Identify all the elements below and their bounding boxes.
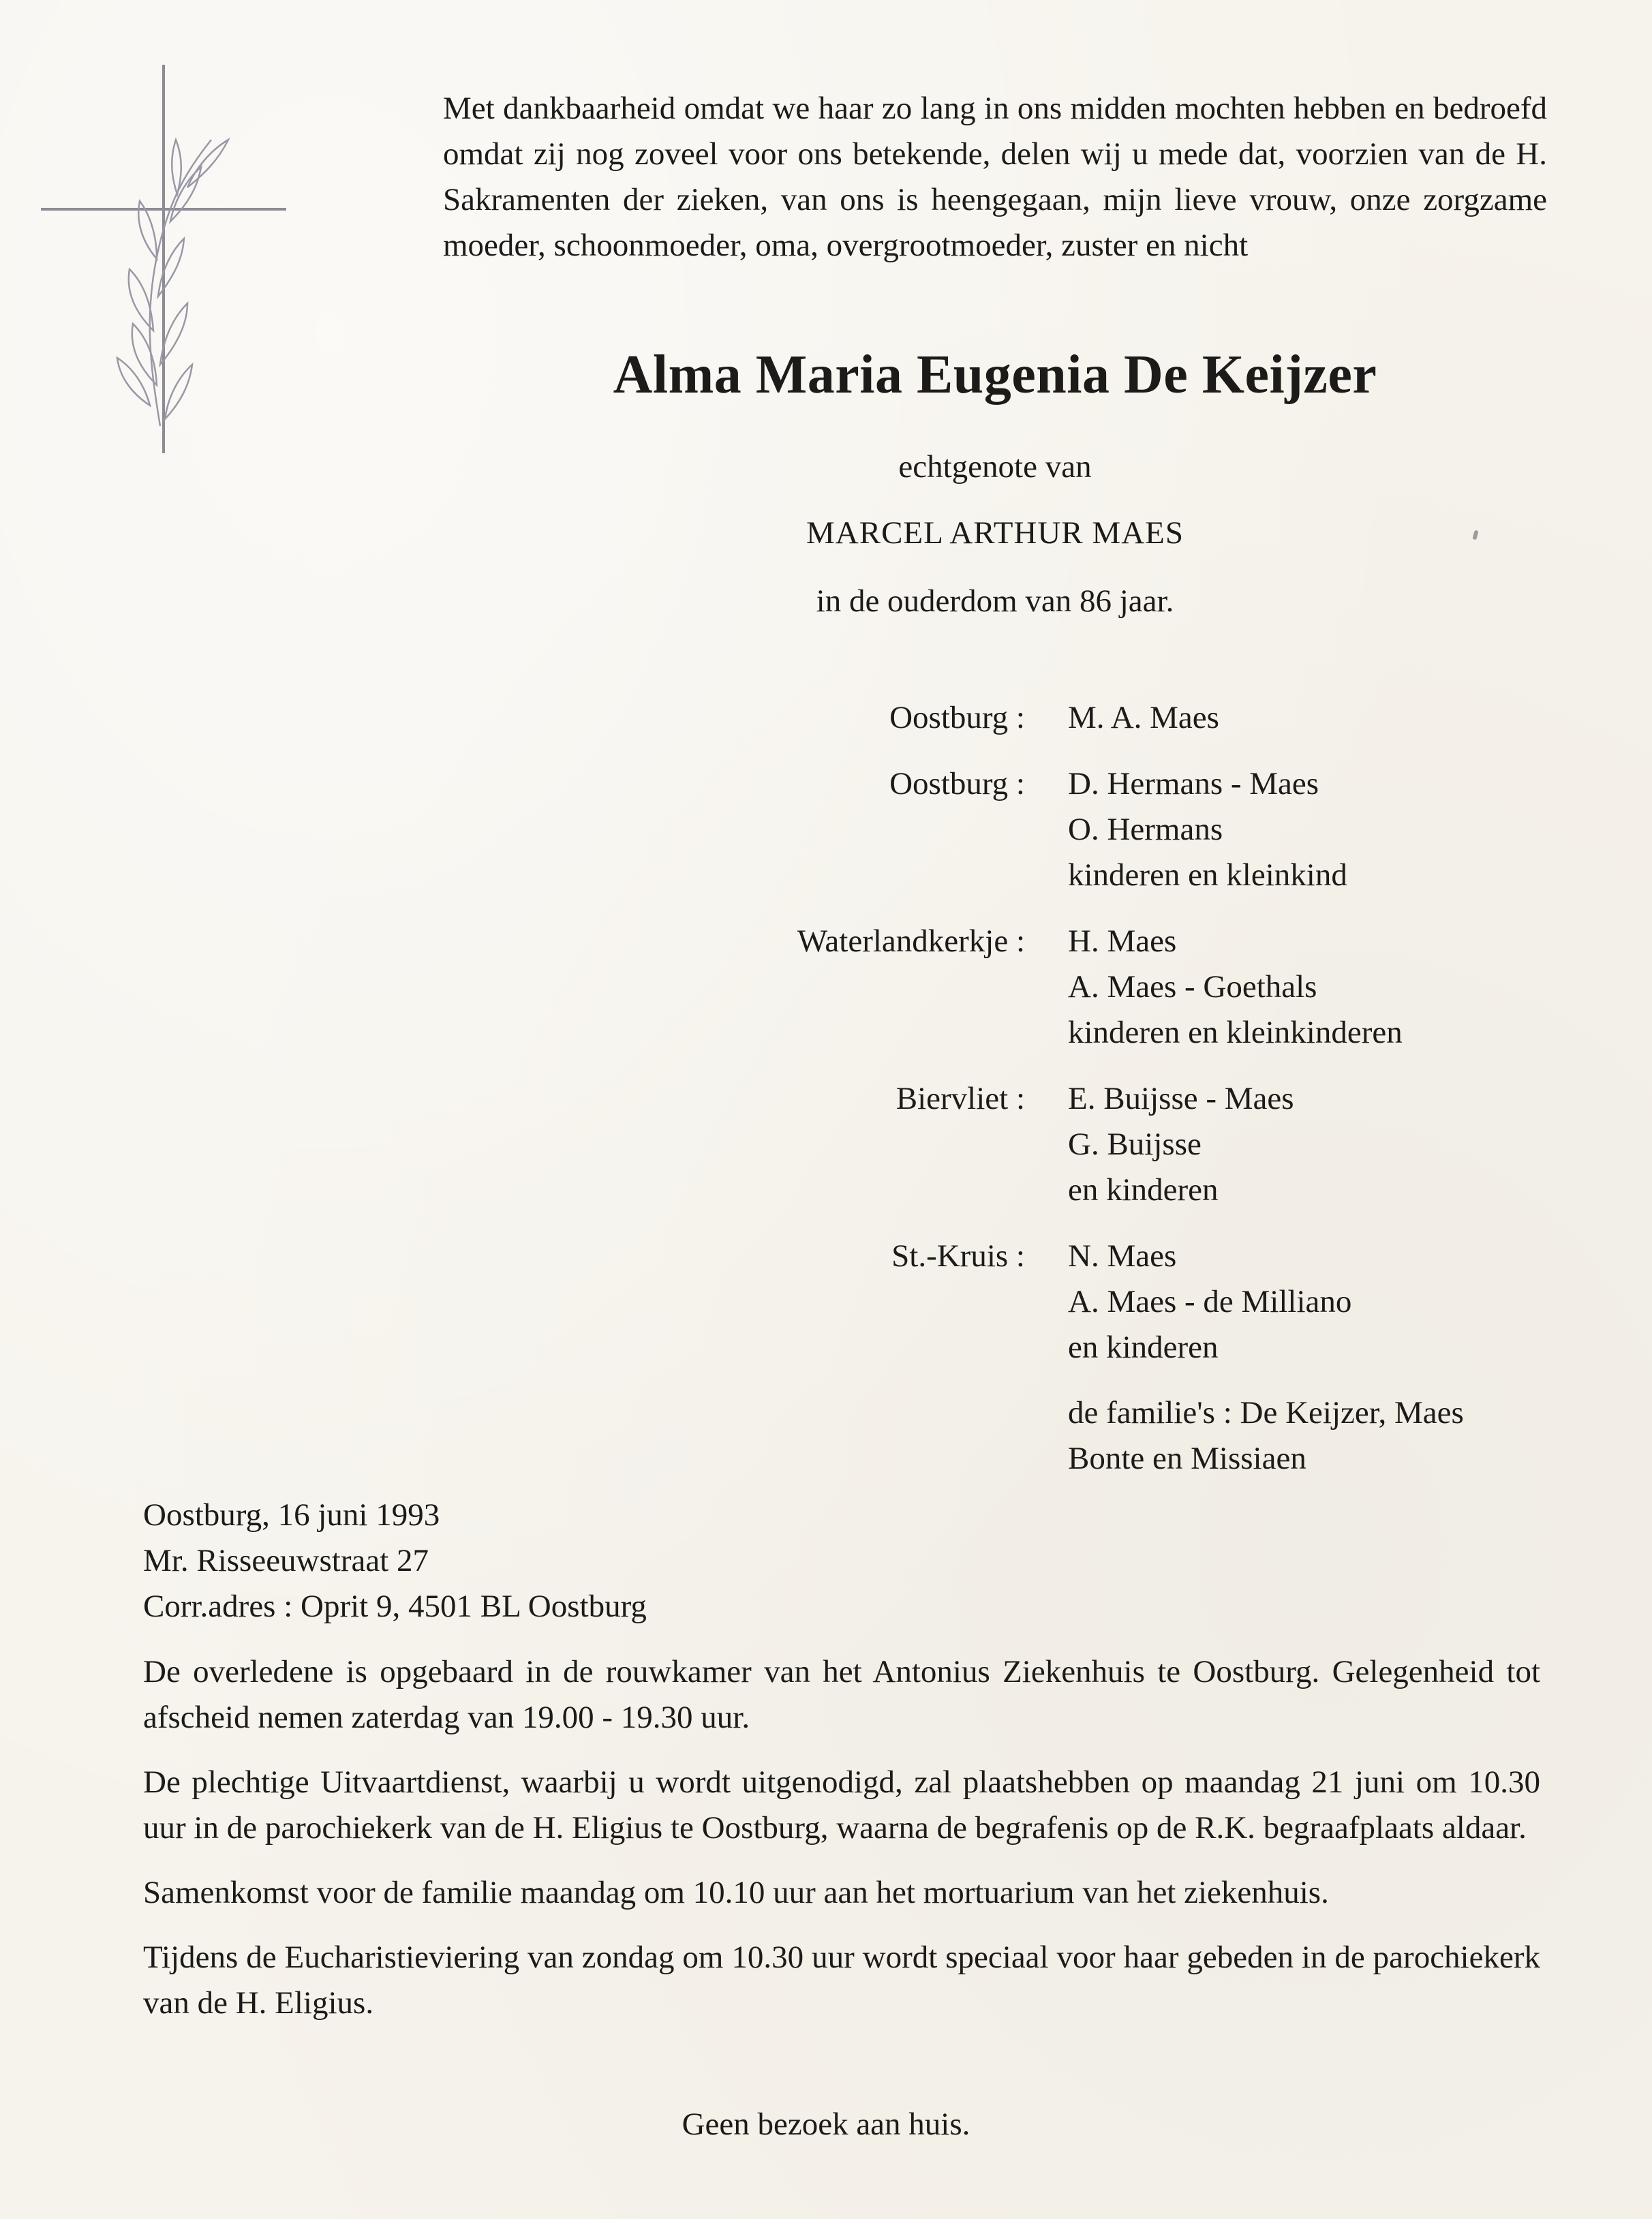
mourner-name: kinderen en kleinkind — [1068, 857, 1347, 893]
place-date: Oostburg, 16 juni 1993 — [143, 1497, 440, 1533]
spouse-name: MARCEL ARTHUR MAES — [806, 515, 1184, 551]
gathering-paragraph: Samenkomst voor de familie maandag om 10.10 uur aan het mortuarium van het ziekenhuis. — [143, 1875, 1329, 1910]
mourner-name: N. Maes — [1068, 1238, 1177, 1274]
mourner-place: Waterlandkerkje : — [797, 923, 1025, 959]
mourner-name: kinderen en kleinkinderen — [1068, 1015, 1403, 1050]
deceased-name: Alma Maria Eugenia De Keijzer — [613, 345, 1377, 405]
mourner-group — [0, 1076, 1652, 1213]
mourner-name: en kinderen — [1068, 1330, 1219, 1365]
mourner-group — [0, 1234, 1652, 1371]
mourner-name: O. Hermans — [1068, 812, 1223, 847]
mourner-group — [0, 695, 1652, 741]
mourner-name: D. Hermans - Maes — [1068, 766, 1319, 801]
mourner-name: A. Maes - Goethals — [1068, 969, 1317, 1005]
mourner-group — [0, 761, 1652, 898]
family-line: de familie's : De Keijzer, Maes — [1068, 1395, 1464, 1430]
family-line: Bonte en Missiaen — [1068, 1441, 1306, 1476]
correspondence-address: Corr.adres : Oprit 9, 4501 BL Oostburg — [143, 1589, 647, 1624]
mourners-list — [0, 695, 1652, 1391]
mourner-name: A. Maes - de Milliano — [1068, 1284, 1352, 1319]
intro-text: Met dankbaarheid omdat we haar zo lang in ons midden mochten hebben en bedroefd omdat zij nog zoveel voor ons betekende, delen wij u mede dat, voorzien van de H. Sakramenten der zieken, van ons is heengegaan, mijn lieve vrouw, onze zorgzame moeder, schoonmoeder, oma, overgrootmoeder, zuster en nicht — [443, 91, 1547, 263]
mourner-name: E. Buijsse - Maes — [1068, 1081, 1294, 1116]
mass-paragraph: Tijdens de Eucharistieviering van zondag om 10.30 uur wordt speciaal voor haar gebeden in de parochiekerk van de H. Eligius. — [143, 1940, 1540, 2021]
mourner-place: St.-Kruis : — [891, 1238, 1025, 1274]
funeral-details — [143, 1649, 1540, 2045]
mourner-name: en kinderen — [1068, 1172, 1219, 1208]
mourner-group — [0, 919, 1652, 1056]
mourner-name: M. A. Maes — [1068, 700, 1219, 735]
family-names — [1068, 1390, 1464, 1482]
age-line: in de ouderdom van 86 jaar. — [816, 583, 1174, 619]
cross-with-branch-icon — [41, 65, 293, 460]
mourner-name: G. Buijsse — [1068, 1127, 1202, 1162]
address-block — [143, 1493, 647, 1629]
viewing-paragraph: De overledene is opgebaard in de rouwkamer van het Antonius Ziekenhuis te Oostburg. Gelegenheid tot afscheid nemen zaterdag van 19.00 - 19.30 uur. — [143, 1654, 1540, 1735]
mourner-place: Oostburg : — [889, 766, 1025, 801]
mourner-place: Biervliet : — [896, 1081, 1025, 1116]
mourner-name: H. Maes — [1068, 923, 1177, 959]
closing-note: Geen bezoek aan huis. — [682, 2107, 970, 2142]
home-address: Mr. Risseeuwstraat 27 — [143, 1543, 429, 1578]
spouse-intro: echtgenote van — [898, 449, 1092, 485]
mourner-place: Oostburg : — [889, 700, 1025, 735]
service-paragraph: De plechtige Uitvaartdienst, waarbij u wordt uitgenodigd, zal plaatshebben op maandag 21 juni om 10.30 uur in de parochiekerk van de H. Eligius te Oostburg, waarna de begrafenis op de R.K. begraafplaats aldaar. — [143, 1764, 1540, 1846]
